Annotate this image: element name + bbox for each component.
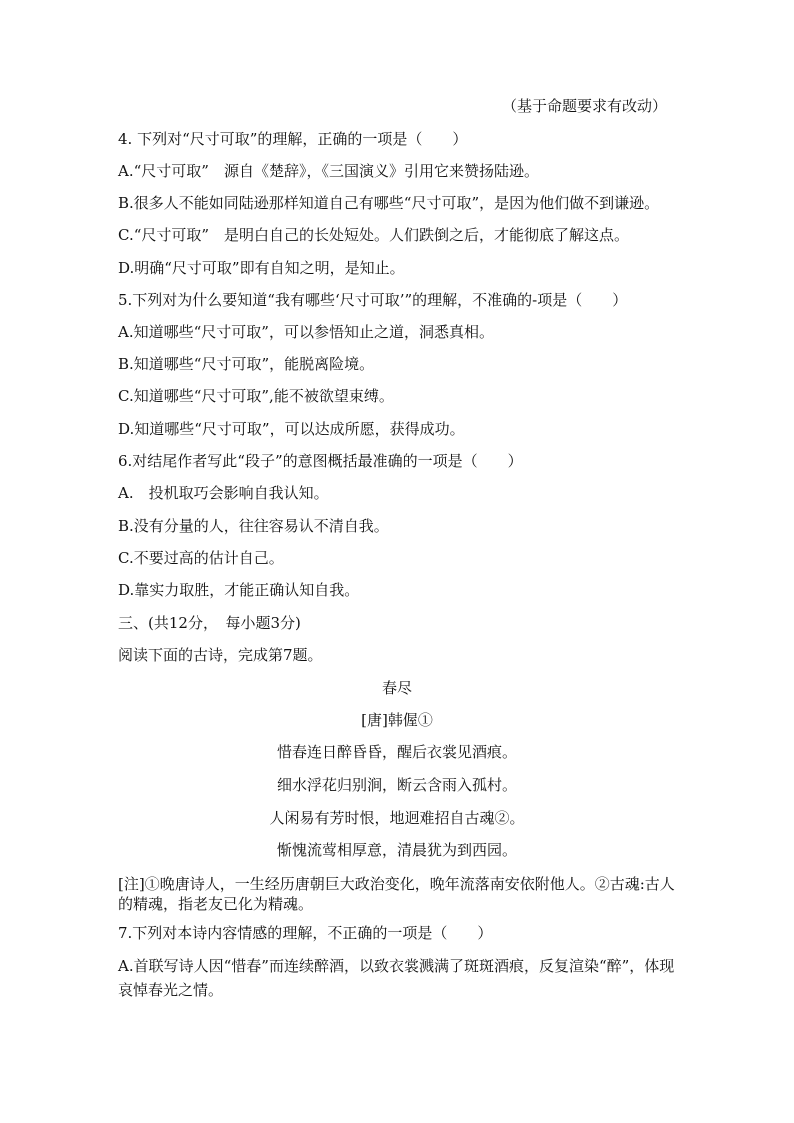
question-5-option-c: C.知道哪些“尺寸可取”,能不被欲望束缚。 bbox=[118, 387, 394, 405]
question-6-option-a: A. 投机取巧会影响自我认知。 bbox=[118, 484, 329, 502]
poem-title: 春尽 bbox=[381, 679, 412, 697]
question-6-option-b: B.没有分量的人，往往容易认不清自我。 bbox=[118, 517, 389, 535]
question-5-stem: 5.下列对为什么要知道“我有哪些‘尺寸可取’”的理解，不准确的-项是（ ） bbox=[118, 291, 628, 309]
question-6-stem: 6.对结尾作者写此“段子”的意图概括最准确的一项是（ ） bbox=[118, 452, 523, 470]
poem-line-1: 惜春连日醉昏昏，醒后衣裳见酒痕。 bbox=[276, 743, 517, 761]
question-6-option-d: D.靠实力取胜，才能正确认知自我。 bbox=[118, 581, 360, 599]
question-5-option-a: A.知道哪些“尺寸可取”，可以参悟知止之道，洞悉真相。 bbox=[118, 323, 494, 341]
question-4-option-c: C.“尺寸可取” 是明白自己的长处短处。人们跌倒之后，才能彻底了解这点。 bbox=[118, 226, 630, 244]
question-7-option-a: A.首联写诗人因“惜春”而连续醉酒，以致衣裳溅满了斑斑酒痕，反复渲染“醉”，体现哀悼春光之情。 bbox=[118, 957, 675, 999]
question-4-option-d: D.明确“尺寸可取”即有自知之明，是知止。 bbox=[118, 259, 405, 277]
question-6-option-c: C.不要过高的估计自己。 bbox=[118, 549, 284, 567]
poem-line-3: 人闲易有芳时恨，地迥难招自古魂②。 bbox=[269, 809, 525, 827]
question-5-option-d: D.知道哪些“尺寸可取”，可以达成所愿，获得成功。 bbox=[118, 420, 465, 438]
section-3-instruction: 阅读下面的古诗，完成第7题。 bbox=[118, 646, 323, 664]
poem-line-2: 细水浮花归别涧，断云含雨入孤村。 bbox=[276, 776, 517, 794]
poem-line-4: 惭愧流莺相厚意，清晨犹为到西园。 bbox=[276, 841, 517, 859]
source-note: （基于命题要求有改动） bbox=[502, 97, 668, 115]
question-4-option-b: B.很多人不能如同陆逊那样知道自己有哪些“尺寸可取”，是因为他们做不到谦逊。 bbox=[118, 194, 660, 212]
poem-author: [唐]韩偓① bbox=[361, 711, 433, 729]
section-3-heading: 三、(共12分， 每小题3分) bbox=[118, 614, 301, 632]
question-5-option-b: B.知道哪些“尺寸可取”，能脱离险境。 bbox=[118, 355, 375, 373]
question-4-option-a: A.“尺寸可取” 源自《楚辞》，《三国演义》引用它来赞扬陆逊。 bbox=[118, 162, 539, 180]
question-7-stem: 7.下列对本诗内容情感的理解，不正确的一项是（ ） bbox=[118, 924, 493, 942]
poem-notes: [注]①晚唐诗人，一生经历唐朝巨大政治变化，晚年流落南安依附他人。②古魂:古人的精魂，指老友已化为精魂。 bbox=[118, 875, 675, 913]
question-4-stem: 4. 下列对“尺寸可取”的理解，正确的一项是（ ） bbox=[118, 130, 468, 148]
